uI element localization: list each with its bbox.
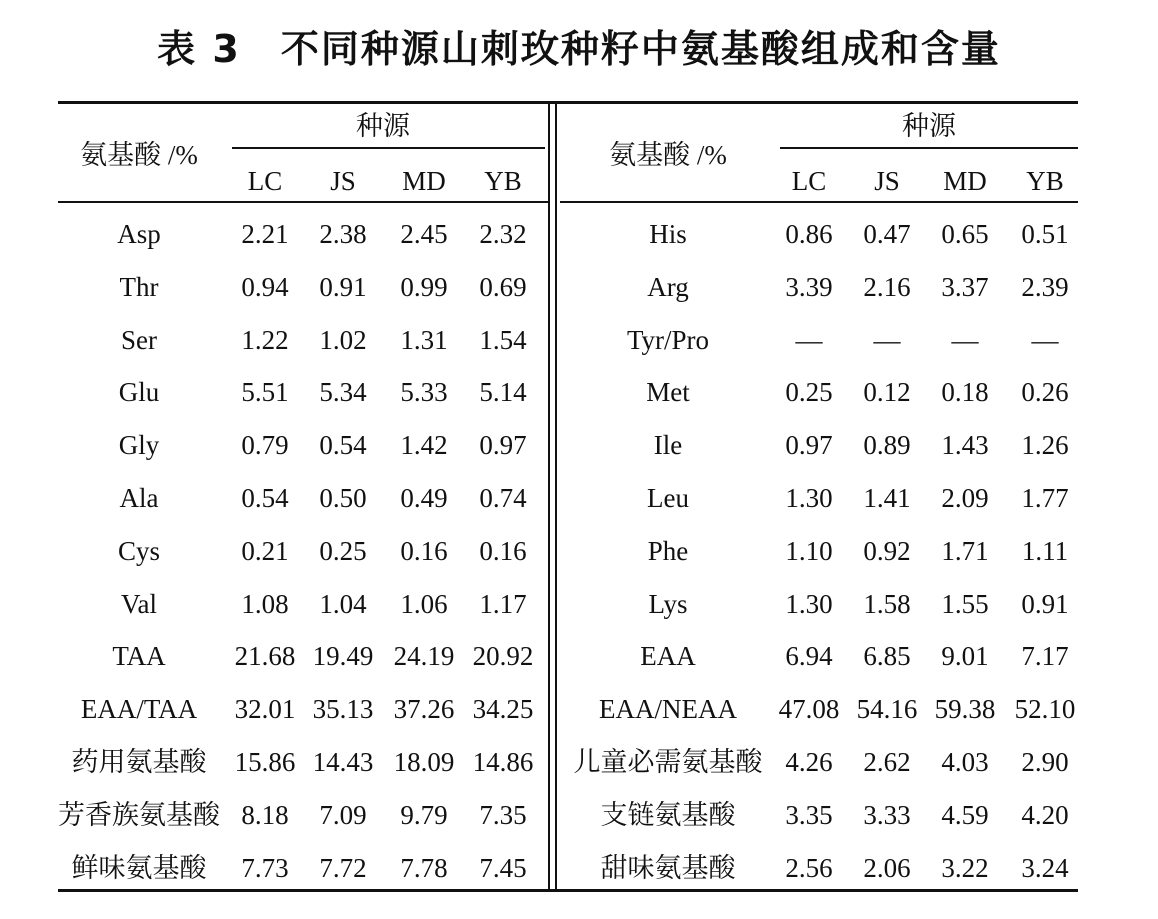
left-row-value: 35.13 <box>312 694 374 725</box>
right-row-value: 4.20 <box>1021 799 1069 830</box>
right-row-value: 3.37 <box>941 271 989 302</box>
right-group-underline <box>780 147 1078 149</box>
left-amino-header: 氨基酸 /% <box>80 140 198 170</box>
left-row-value: 18.09 <box>393 747 455 777</box>
right-amino-header: 氨基酸 /% <box>609 140 727 170</box>
right-row-name: Leu <box>647 483 689 513</box>
left-row-value: 0.74 <box>479 483 527 513</box>
right-row-value: — <box>951 324 979 355</box>
right-row-value: 7.17 <box>1021 641 1069 672</box>
right-row-value: — <box>795 324 823 355</box>
left-col-header-yb: YB <box>484 166 522 196</box>
left-row-value: 0.69 <box>479 271 527 302</box>
right-row-value: 3.35 <box>785 799 833 830</box>
left-row-value: 15.86 <box>234 747 296 777</box>
right-row-value: 2.16 <box>863 271 911 302</box>
left-row-name: TAA <box>112 641 166 672</box>
right-col-header-yb: YB <box>1026 166 1064 196</box>
left-row-value: 1.31 <box>400 324 448 355</box>
left-row-value: 0.94 <box>241 271 289 302</box>
left-row-value: 0.79 <box>241 430 289 461</box>
left-row-value: 1.04 <box>319 588 367 619</box>
left-row-value: 7.35 <box>479 799 527 830</box>
left-group-header: 种源 <box>356 111 410 141</box>
right-row-value: 1.58 <box>863 588 911 619</box>
right-row-value: 47.08 <box>778 694 840 725</box>
right-row-name: Lys <box>648 588 688 619</box>
right-row-value: 2.09 <box>941 483 989 513</box>
right-row-value: 1.30 <box>785 588 833 619</box>
left-row-value: 9.79 <box>400 799 448 830</box>
right-row-value: 2.56 <box>785 852 833 883</box>
left-row-value: 14.86 <box>472 747 534 777</box>
left-row-value: 7.09 <box>319 799 367 830</box>
right-row-value: 2.06 <box>863 852 911 883</box>
right-col-header-lc: LC <box>791 166 827 196</box>
right-row-name: 儿童必需氨基酸 <box>573 747 763 777</box>
right-group-header: 种源 <box>902 111 956 141</box>
right-row-name: 甜味氨基酸 <box>600 852 736 883</box>
right-row-value: 0.92 <box>863 535 911 566</box>
right-row-value: 2.62 <box>863 747 911 777</box>
right-row-value: 0.25 <box>785 377 833 408</box>
left-row-value: 32.01 <box>234 694 296 725</box>
right-row-value: 3.22 <box>941 852 989 883</box>
left-row-name: Thr <box>119 271 159 302</box>
right-row-value: — <box>873 324 901 355</box>
left-row-value: 7.73 <box>241 852 289 883</box>
right-row-value: 0.97 <box>785 430 833 461</box>
left-row-name: Asp <box>117 219 161 249</box>
right-row-value: 0.51 <box>1021 219 1069 249</box>
right-row-value: 0.18 <box>941 377 989 408</box>
left-row-value: 37.26 <box>393 694 455 725</box>
left-row-name: Ser <box>121 324 157 355</box>
left-row-value: 0.54 <box>241 483 289 513</box>
left-row-value: 5.14 <box>479 377 527 408</box>
left-row-value: 1.06 <box>400 588 448 619</box>
right-row-value: 0.86 <box>785 219 833 249</box>
left-row-value: 5.33 <box>400 377 448 408</box>
left-row-value: 14.43 <box>312 747 374 777</box>
right-row-value: 2.39 <box>1021 271 1069 302</box>
right-row-value: 0.26 <box>1021 377 1069 408</box>
right-row-value: 1.10 <box>785 535 833 566</box>
right-row-value: 6.85 <box>863 641 911 672</box>
right-row-value: 9.01 <box>941 641 989 672</box>
left-row-value: 2.45 <box>400 219 448 249</box>
right-row-value: 1.77 <box>1021 483 1069 513</box>
left-row-value: 20.92 <box>472 641 534 672</box>
left-row-value: 2.21 <box>241 219 289 249</box>
right-row-value: 0.65 <box>941 219 989 249</box>
left-row-value: 21.68 <box>234 641 296 672</box>
bottom-rule <box>58 889 1078 892</box>
right-row-name: Met <box>646 377 690 408</box>
left-row-name: Cys <box>117 535 161 566</box>
right-row-value: 1.11 <box>1021 535 1069 566</box>
right-row-name: His <box>649 219 687 249</box>
right-row-value: 3.24 <box>1021 852 1069 883</box>
right-row-value: — <box>1031 324 1059 355</box>
left-row-value: 2.38 <box>319 219 367 249</box>
left-row-value: 5.51 <box>241 377 289 408</box>
left-row-value: 1.17 <box>479 588 527 619</box>
left-row-value: 2.32 <box>479 219 527 249</box>
left-row-value: 1.08 <box>241 588 289 619</box>
right-col-header-md: MD <box>943 166 987 196</box>
right-row-name: Ile <box>653 430 683 461</box>
right-row-value: 54.16 <box>856 694 918 725</box>
right-row-name: Tyr/Pro <box>626 324 710 355</box>
right-row-value: 59.38 <box>934 694 996 725</box>
left-row-value: 0.54 <box>319 430 367 461</box>
left-col-header-md: MD <box>402 166 446 196</box>
left-row-value: 0.49 <box>400 483 448 513</box>
left-row-name: EAA/TAA <box>80 694 198 725</box>
header-bottom-rule-left <box>58 201 548 203</box>
left-row-value: 7.78 <box>400 852 448 883</box>
table-title: 表 3 不同种源山刺玫种籽中氨基酸组成和含量 <box>157 27 1001 71</box>
right-col-header-js: JS <box>874 166 900 196</box>
right-row-value: 4.26 <box>785 747 833 777</box>
left-row-name: Gly <box>118 430 160 461</box>
left-row-name: 鲜味氨基酸 <box>71 852 207 883</box>
right-row-value: 0.47 <box>863 219 911 249</box>
right-row-name: EAA/NEAA <box>599 694 737 725</box>
left-row-value: 8.18 <box>241 799 289 830</box>
right-row-value: 6.94 <box>785 641 833 672</box>
right-row-value: 4.03 <box>941 747 989 777</box>
left-row-value: 0.16 <box>400 535 448 566</box>
left-row-value: 0.50 <box>319 483 367 513</box>
left-row-name: Glu <box>118 377 160 408</box>
left-row-value: 1.54 <box>479 324 527 355</box>
left-row-value: 0.25 <box>319 535 367 566</box>
left-row-name: Val <box>121 588 157 619</box>
right-row-value: 2.90 <box>1021 747 1069 777</box>
right-row-value: 3.39 <box>785 271 833 302</box>
left-col-header-js: JS <box>330 166 356 196</box>
left-row-value: 19.49 <box>312 641 374 672</box>
left-row-name: Ala <box>119 483 159 513</box>
right-row-value: 1.30 <box>785 483 833 513</box>
left-row-name: 芳香族氨基酸 <box>58 799 220 830</box>
left-row-value: 0.21 <box>241 535 289 566</box>
right-row-name: Arg <box>647 271 689 302</box>
header-bottom-rule-right <box>560 201 1078 203</box>
right-row-value: 0.12 <box>863 377 911 408</box>
right-row-value: 1.41 <box>863 483 911 513</box>
left-row-value: 1.02 <box>319 324 367 355</box>
left-row-value: 0.16 <box>479 535 527 566</box>
right-row-value: 0.89 <box>863 430 911 461</box>
right-row-name: Phe <box>647 535 689 566</box>
right-row-name: EAA <box>640 641 696 672</box>
top-rule <box>58 101 1078 104</box>
left-row-value: 1.42 <box>400 430 448 461</box>
right-row-value: 3.33 <box>863 799 911 830</box>
left-row-value: 7.45 <box>479 852 527 883</box>
left-row-value: 0.91 <box>319 271 367 302</box>
right-row-value: 4.59 <box>941 799 989 830</box>
right-row-name: 支链氨基酸 <box>600 799 736 830</box>
right-row-value: 52.10 <box>1014 694 1076 725</box>
right-row-value: 0.91 <box>1021 588 1069 619</box>
left-row-value: 5.34 <box>319 377 367 408</box>
left-row-value: 24.19 <box>393 641 455 672</box>
right-row-value: 1.71 <box>941 535 989 566</box>
left-row-value: 7.72 <box>319 852 367 883</box>
right-row-value: 1.43 <box>941 430 989 461</box>
left-row-value: 34.25 <box>472 694 534 725</box>
left-row-name: 药用氨基酸 <box>71 747 207 777</box>
left-row-value: 0.99 <box>400 271 448 302</box>
left-row-value: 1.22 <box>241 324 289 355</box>
right-row-value: 1.55 <box>941 588 989 619</box>
left-row-value: 0.97 <box>479 430 527 461</box>
left-col-header-lc: LC <box>247 166 283 196</box>
right-row-value: 1.26 <box>1021 430 1069 461</box>
